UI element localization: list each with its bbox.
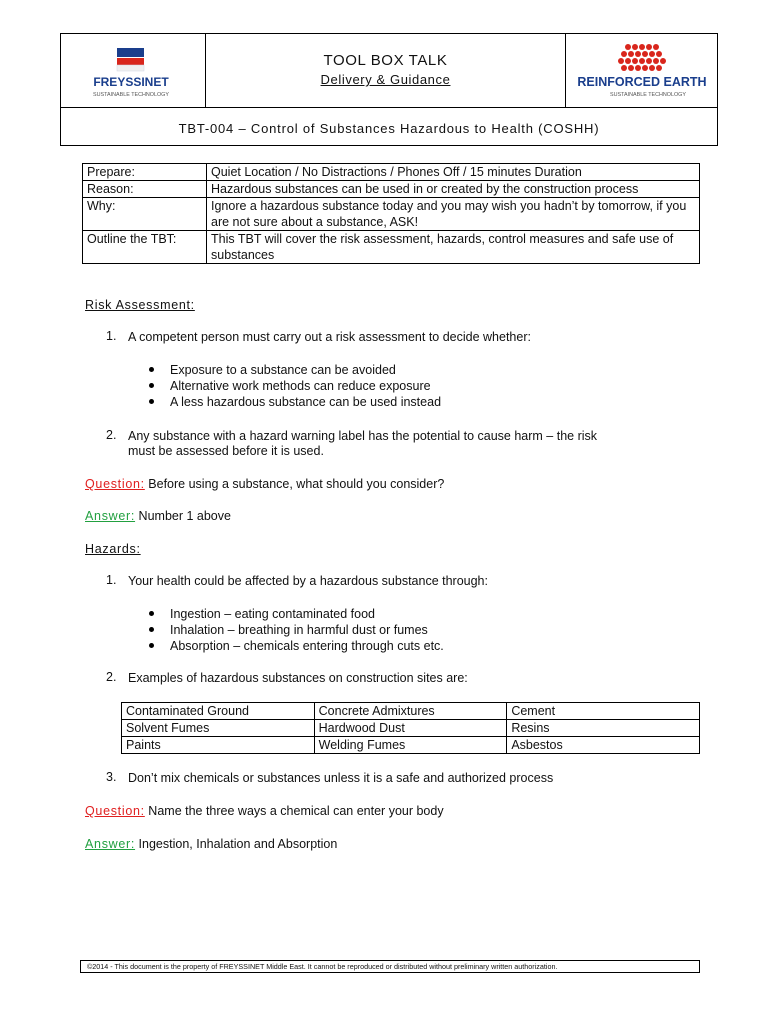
- divider: [205, 34, 206, 107]
- bullet-icon: [149, 611, 154, 616]
- table-cell: Welding Fumes: [314, 737, 507, 754]
- reinforced-earth-tagline: SUSTAINABLE TECHNOLOGY: [610, 92, 686, 98]
- risk-assessment-heading: Risk Assessment:: [85, 298, 195, 312]
- info-key: Outline the TBT:: [83, 231, 207, 264]
- info-value: Ignore a hazardous substance today and you may wish you hadn’t by tomorrow, if you are not sure about a substance, ASK!: [207, 198, 700, 231]
- table-cell: Solvent Fumes: [122, 720, 315, 737]
- table-row: [83, 231, 700, 264]
- answer-text: Number 1 above: [138, 509, 231, 523]
- info-key: Why:: [83, 198, 207, 231]
- list-item: Exposure to a substance can be avoided: [170, 363, 396, 377]
- document-header: [60, 33, 718, 146]
- list-number: 3.: [106, 770, 117, 784]
- info-value: Quiet Location / No Distractions / Phones Off / 15 minutes Duration: [207, 164, 700, 181]
- bullet-icon: [149, 627, 154, 632]
- table-row: [122, 737, 700, 754]
- table-cell: Asbestos: [507, 737, 700, 754]
- list-item: A less hazardous substance can be used instead: [170, 395, 442, 409]
- table-cell: Resins: [507, 720, 700, 737]
- bullet-icon: [149, 399, 154, 404]
- list-number: 2.: [106, 428, 117, 442]
- table-cell: Hardwood Dust: [314, 720, 507, 737]
- freyssinet-logo-icon: [61, 34, 205, 107]
- tbt-title: TBT-004 – Control of Substances Hazardous to Health (COSHH): [178, 121, 600, 136]
- table-row: [122, 720, 700, 737]
- hazards-item-2: Examples of hazardous substances on construction sites are:: [128, 671, 468, 685]
- risk-item-2-line-1: Any substance with a hazard warning label has the potential to cause harm – the risk: [128, 429, 598, 443]
- info-key: Reason:: [83, 181, 207, 198]
- freyssinet-name: FREYSSINET: [93, 75, 169, 89]
- table-cell: Paints: [122, 737, 315, 754]
- info-key: Prepare:: [83, 164, 207, 181]
- table-row: [122, 703, 700, 720]
- info-value: This TBT will cover the risk assessment, hazards, control measures and safe use of substances: [207, 231, 700, 264]
- list-number: 2.: [106, 670, 117, 684]
- table-cell: Cement: [507, 703, 700, 720]
- question-label: Question:: [85, 477, 145, 491]
- freyssinet-tagline: SUSTAINABLE TECHNOLOGY: [93, 92, 169, 98]
- risk-item-1: A competent person must carry out a risk assessment to decide whether:: [128, 330, 531, 344]
- list-item: Inhalation – breathing in harmful dust or fumes: [170, 623, 428, 637]
- bullet-icon: [149, 367, 154, 372]
- info-table: [82, 163, 700, 264]
- hazards-item-1: Your health could be affected by a hazardous substance through:: [128, 574, 488, 588]
- question-text: Before using a substance, what should you consider?: [148, 477, 445, 491]
- page-subtitle: Delivery & Guidance: [320, 72, 451, 87]
- copyright-footer: ©2014 - This document is the property of FREYSSINET Middle East. It cannot be reproduced or distributed without preliminary written authorization.: [80, 960, 700, 973]
- table-cell: Contaminated Ground: [122, 703, 315, 720]
- answer-2: [85, 836, 337, 852]
- reinforced-earth-logo: [566, 34, 718, 107]
- table-row: [83, 198, 700, 231]
- reinforced-earth-logo-icon: [566, 34, 718, 107]
- table-row: [83, 164, 700, 181]
- bullet-icon: [149, 383, 154, 388]
- list-item: Alternative work methods can reduce exposure: [170, 379, 431, 393]
- bullet-icon: [149, 643, 154, 648]
- hazards-item-3: Don’t mix chemicals or substances unless it is a safe and authorized process: [128, 771, 554, 785]
- hazards-heading: Hazards:: [85, 542, 141, 556]
- reinforced-earth-name: REINFORCED EARTH: [577, 75, 707, 89]
- table-row: [83, 181, 700, 198]
- question-1: [85, 476, 444, 492]
- answer-text: Ingestion, Inhalation and Absorption: [138, 837, 338, 851]
- answer-1: [85, 508, 231, 524]
- table-cell: Concrete Admixtures: [314, 703, 507, 720]
- list-item: Ingestion – eating contaminated food: [170, 607, 376, 621]
- list-item: Absorption – chemicals entering through cuts etc.: [170, 639, 444, 653]
- answer-label: Answer:: [85, 837, 136, 851]
- page-title: TOOL BOX TALK: [323, 52, 448, 69]
- question-text: Name the three ways a chemical can enter your body: [148, 804, 444, 818]
- info-value: Hazardous substances can be used in or created by the construction process: [207, 181, 700, 198]
- freyssinet-logo: [61, 34, 205, 107]
- question-label: Question:: [85, 804, 145, 818]
- list-number: 1.: [106, 329, 117, 343]
- risk-item-2-line-2: must be assessed before it is used.: [128, 444, 324, 458]
- answer-label: Answer:: [85, 509, 136, 523]
- hazardous-substances-table: [121, 702, 700, 754]
- question-2: [85, 803, 444, 819]
- list-number: 1.: [106, 573, 117, 587]
